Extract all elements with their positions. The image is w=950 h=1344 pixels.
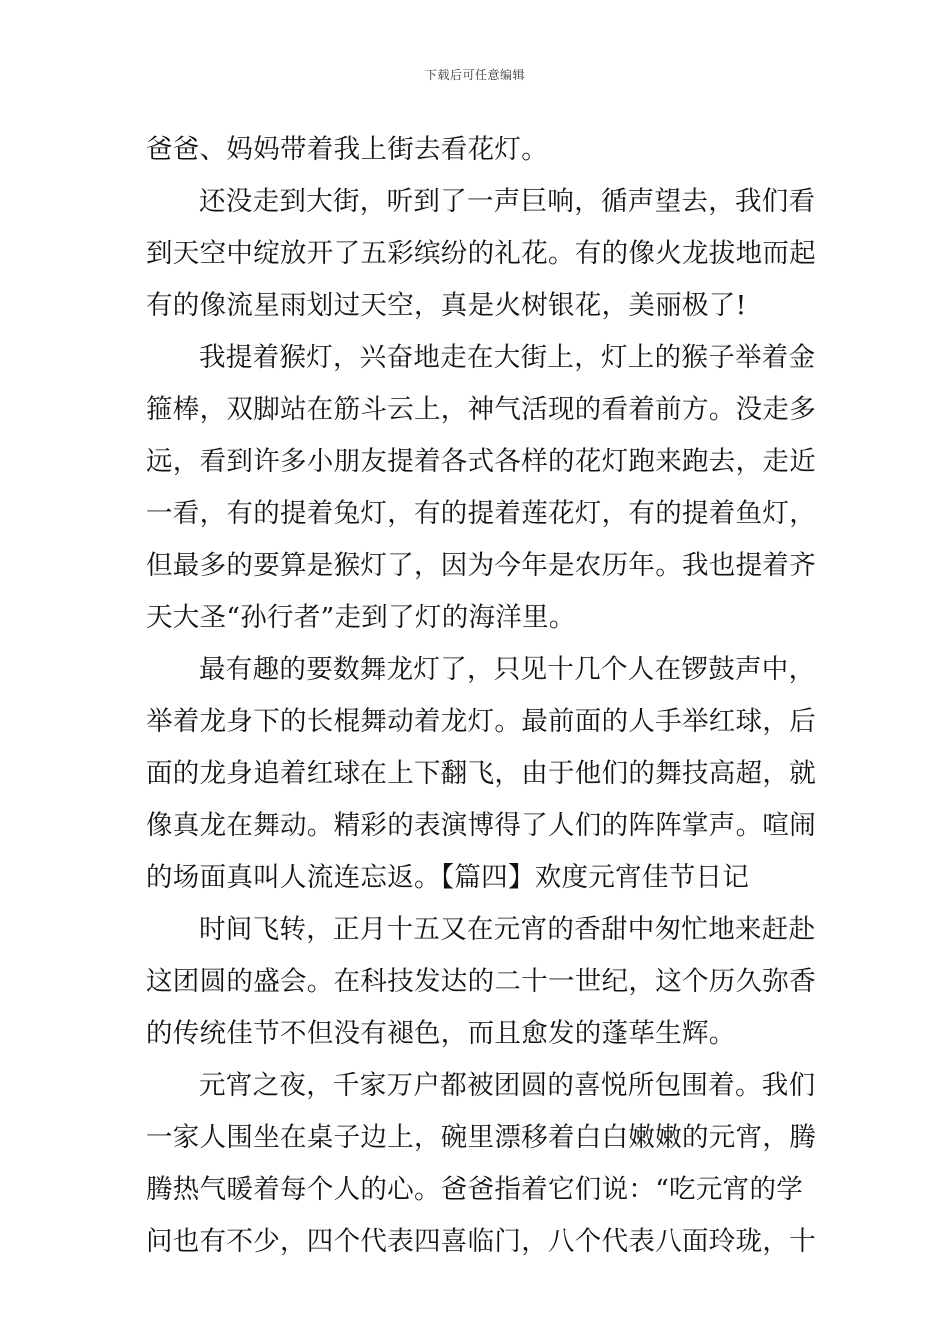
text-line: 的传统佳节不但没有褪色，而且愈发的蓬荜生辉。 xyxy=(146,1018,736,1049)
text-line: 远，看到许多小朋友提着各式各样的花灯跑来跑去，走近 xyxy=(146,446,816,477)
text-line: 的场面真叫人流连忘返。【篇四】欢度元宵佳节日记 xyxy=(146,862,750,893)
text-line: 像真龙在舞动。精彩的表演博得了人们的阵阵掌声。喧闹 xyxy=(146,810,816,841)
text-line: 面的龙身追着红球在上下翻飞，由于他们的舞技高超，就 xyxy=(146,758,816,789)
text-line: 我提着猴灯，兴奋地走在大街上，灯上的猴子举着金 xyxy=(199,342,816,373)
text-line: 还没走到大街，听到了一声巨响，循声望去，我们看 xyxy=(199,186,816,217)
text-line: 最有趣的要数舞龙灯了，只见十几个人在锣鼓声中， xyxy=(199,654,816,685)
text-line: 这团圆的盛会。在科技发达的二十一世纪，这个历久弥香 xyxy=(146,966,816,997)
text-line: 但最多的要算是猴灯了，因为今年是农历年。我也提着齐 xyxy=(146,550,816,581)
text-line: 一家人围坐在桌子边上，碗里漂移着白白嫩嫩的元宵，腾 xyxy=(146,1122,816,1153)
text-line: 箍棒，双脚站在筋斗云上，神气活现的看着前方。没走多 xyxy=(146,394,816,425)
page-header-note: 下载后可任意编辑 xyxy=(424,68,525,82)
text-line: 腾热气暖着每个人的心。爸爸指着它们说：“吃元宵的学 xyxy=(146,1174,804,1205)
text-line: 元宵之夜，千家万户都被团圆的喜悦所包围着。我们 xyxy=(199,1070,816,1101)
document-body xyxy=(146,124,816,1268)
text-line: 问也有不少，四个代表四喜临门，八个代表八面玲珑，十 xyxy=(146,1226,816,1257)
text-line: 时间飞转，正月十五又在元宵的香甜中匆忙地来赶赴 xyxy=(199,914,816,945)
text-line: 一看，有的提着兔灯，有的提着莲花灯，有的提着鱼灯， xyxy=(146,498,816,529)
text-line: 有的像流星雨划过天空，真是火树银花，美丽极了! xyxy=(146,290,747,321)
text-line: 天大圣“孙行者”走到了灯的海洋里。 xyxy=(146,602,576,633)
text-line: 爸爸、妈妈带着我上街去看花灯。 xyxy=(146,134,548,165)
text-line: 到天空中绽放开了五彩缤纷的礼花。有的像火龙拔地而起 xyxy=(146,238,816,269)
text-line: 举着龙身下的长棍舞动着龙灯。最前面的人手举红球，后 xyxy=(146,706,816,737)
